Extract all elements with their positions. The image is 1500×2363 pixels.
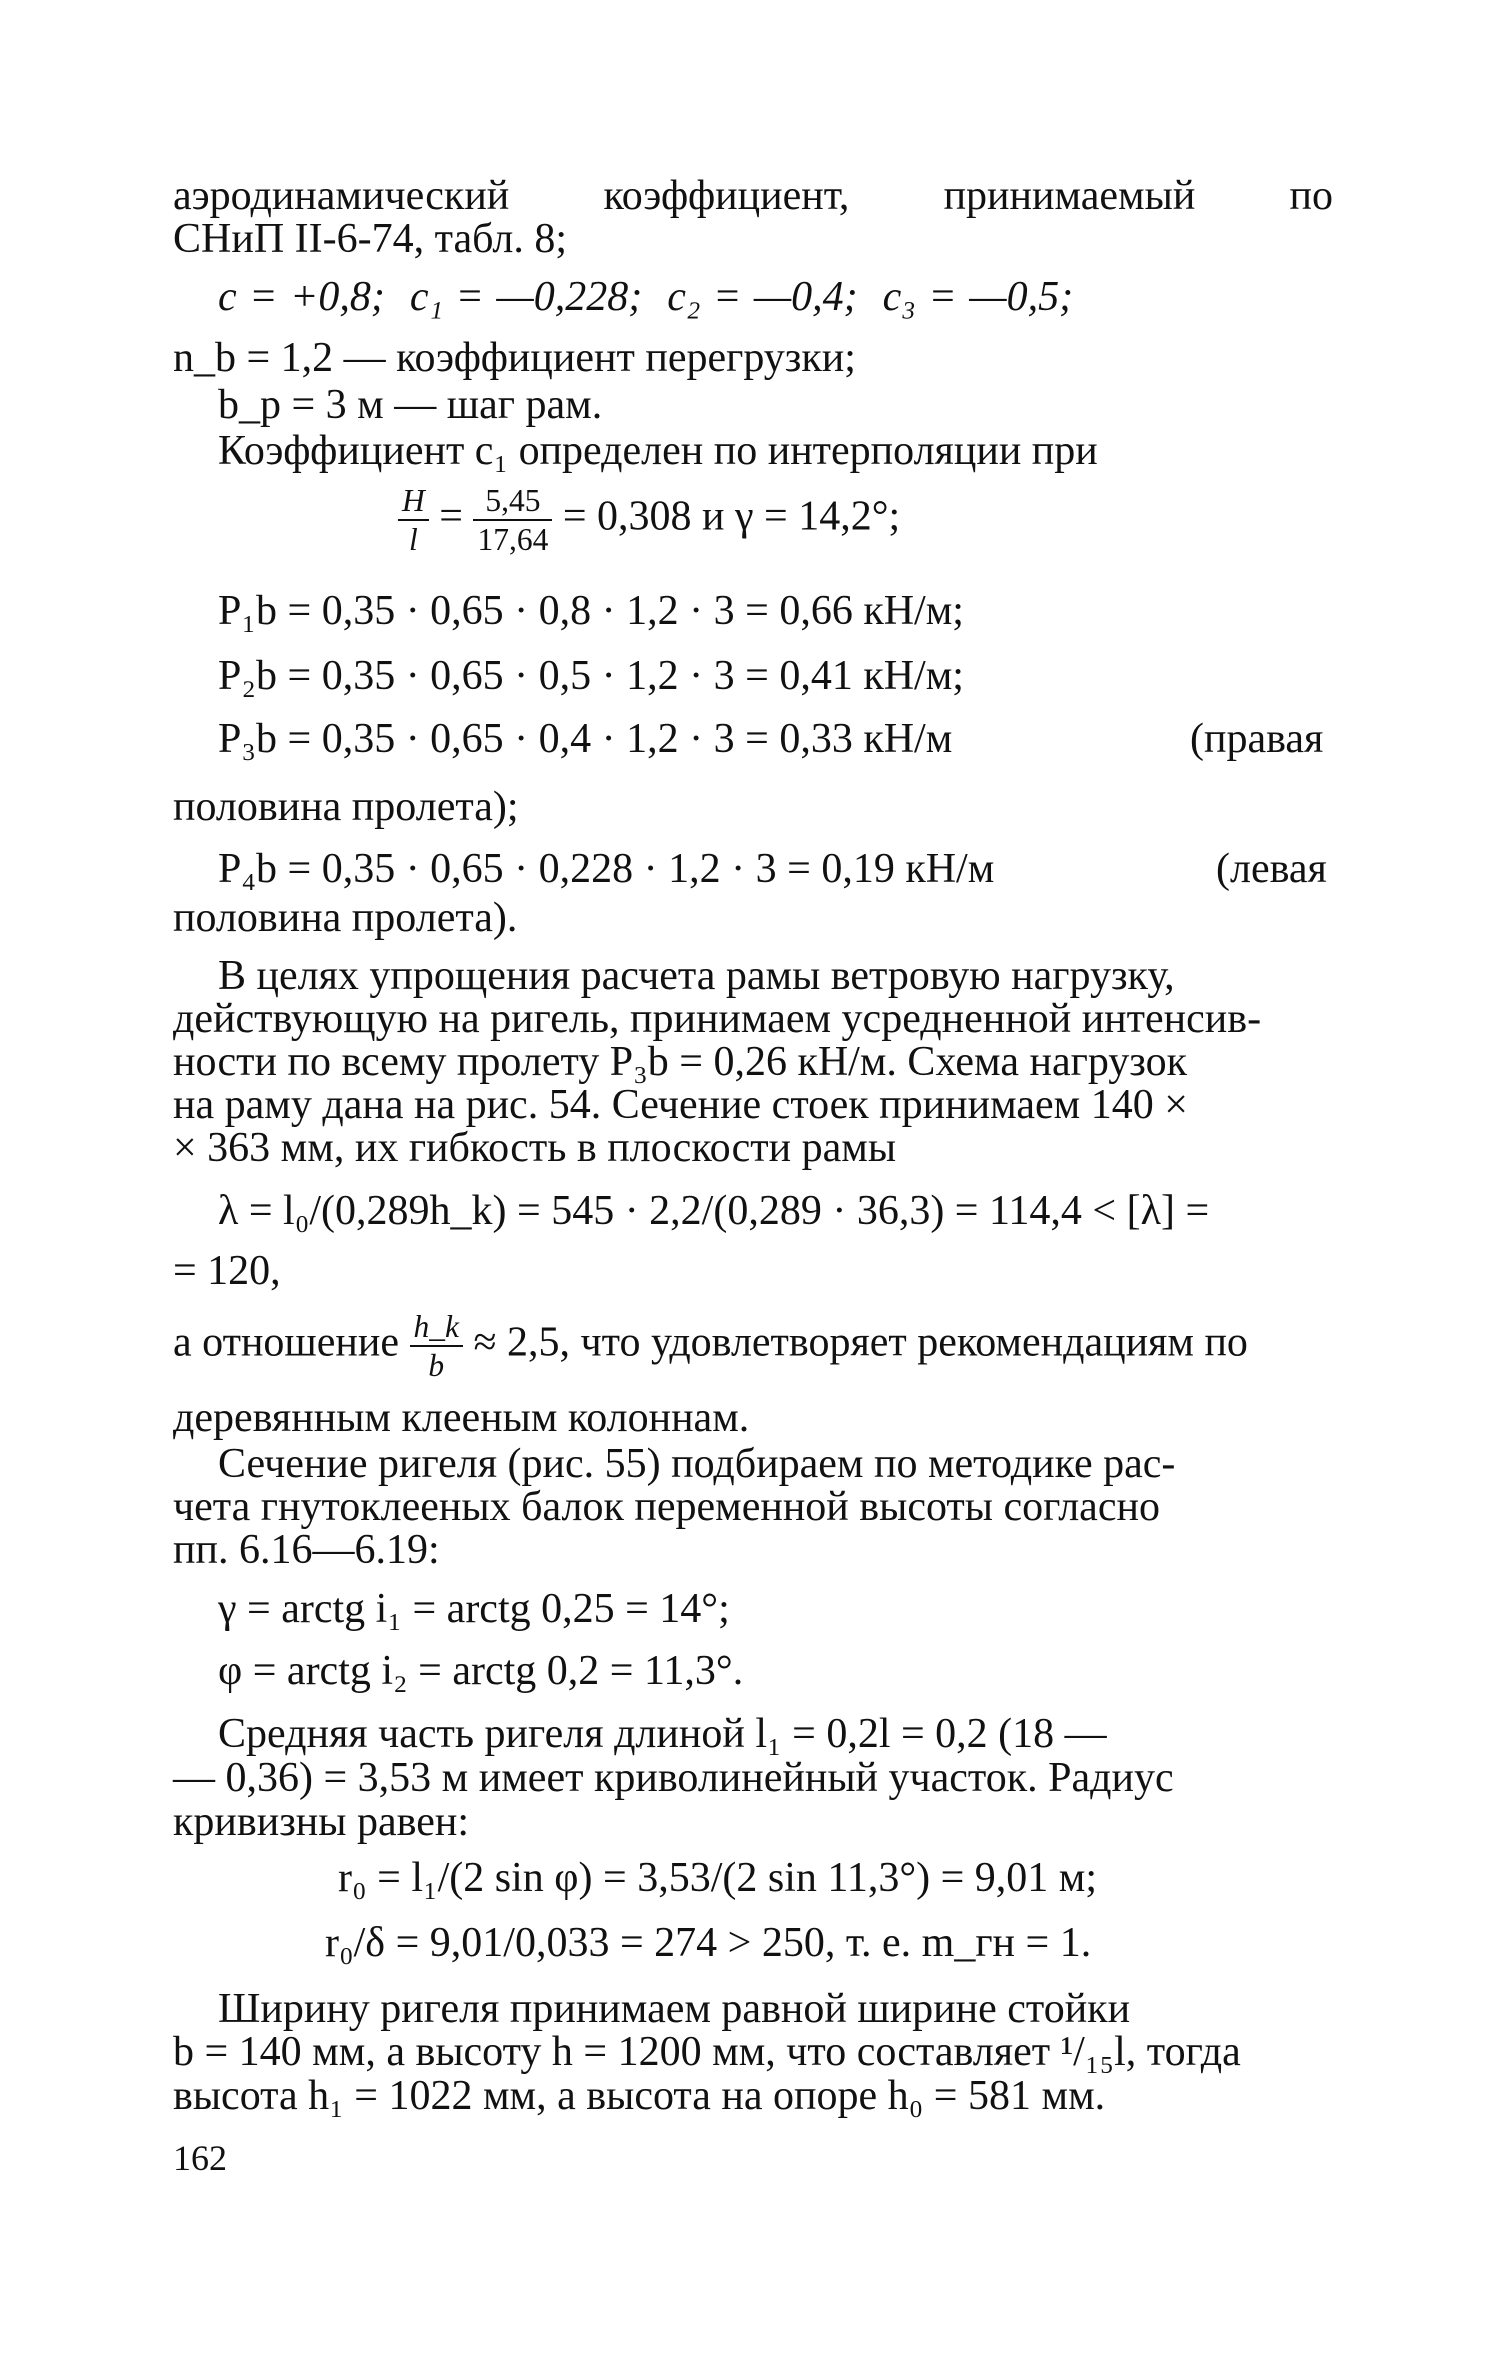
- paragraph-line: Ширину ригеля принимаем равной ширине стойки: [218, 1986, 1131, 2032]
- ratio-line: [173, 1310, 1248, 1382]
- ratio-tail: ≈ 2,5, что удовлетворяет рекомендациям по: [473, 1319, 1248, 1366]
- word: по: [1289, 173, 1333, 219]
- paragraph-line: пп. 6.16—6.19:: [173, 1527, 440, 1573]
- paragraph-line: Средняя часть ригеля длиной l₁ = 0,2l = 0,2 (18 —: [218, 1711, 1107, 1757]
- paragraph-line: чета гнутоклееных балок переменной высоты согласно: [173, 1484, 1160, 1530]
- slenderness-continuation: = 120,: [173, 1248, 281, 1294]
- page-number: 162: [173, 2138, 227, 2178]
- fraction-numerator: 5,45: [473, 484, 552, 521]
- paragraph-line: Сечение ригеля (рис. 55) подбираем по методике рас-: [218, 1441, 1176, 1487]
- formula-p4-continuation: половина пролета).: [173, 895, 518, 941]
- ratio-continuation: деревянным клееным колоннам.: [173, 1395, 750, 1441]
- coef-c2: c₂ = —0,4;: [667, 274, 858, 320]
- paragraph-line: — 0,36) = 3,53 м имеет криволинейный участок. Радиус: [173, 1755, 1174, 1801]
- interpolation-line: Коэффициент c₁ определен по интерполяции при: [218, 428, 1098, 474]
- word: коэффициент,: [603, 173, 850, 219]
- fraction-denominator: l: [408, 522, 418, 558]
- paragraph-line: ности по всему пролету P₃b = 0,26 кН/м. Схема нагрузок: [173, 1039, 1188, 1085]
- word: принимаемый: [943, 173, 1196, 219]
- paragraph-line: В целях упрощения расчета рамы ветровую нагрузку,: [218, 953, 1175, 999]
- coef-c: c = +0,8;: [218, 274, 385, 320]
- coef-c1: c₁ = —0,228;: [409, 274, 643, 320]
- radius-formula: r₀ = l₁/(2 sin φ) = 3,53/(2 sin 11,3°) = 9,01 м;: [338, 1855, 1098, 1901]
- fraction-denominator: 17,64: [477, 522, 549, 558]
- ratio-lead: а отношение: [173, 1319, 399, 1366]
- paragraph-line: действующую на ригель, принимаем усредненной интенсив-: [173, 996, 1262, 1042]
- formula-p3-note: (правая: [1190, 716, 1324, 762]
- paragraph-line: кривизны равен:: [173, 1799, 469, 1845]
- phi-formula: φ = arctg i₂ = arctg 0,2 = 11,3°.: [218, 1648, 744, 1694]
- formula-p4-note: (левая: [1216, 846, 1327, 892]
- text-line-1: [173, 175, 1333, 217]
- nb-line: n_b = 1,2 — коэффициент перегрузки;: [173, 335, 856, 381]
- ratio-formula: $\frac{H}{l}$ = $\frac{5,45}{17,64}$ = 0,308 и γ = 14,2°;: [398, 484, 900, 556]
- formula-p4: P₄b = 0,35 · 0,65 · 0,228 · 1,2 · 3 = 0,19 кН/м: [218, 846, 995, 892]
- paragraph-line: b = 140 мм, а высоту h = 1200 мм, что составляет ¹/₁₅l, тогда: [173, 2029, 1241, 2075]
- fraction-numerator: H: [398, 484, 429, 521]
- gamma-formula: γ = arctg i₁ = arctg 0,25 = 14°;: [218, 1586, 730, 1632]
- fraction-numerator: h_k: [410, 1310, 463, 1347]
- coefficients-line: [218, 276, 1073, 318]
- paragraph-line: высота h₁ = 1022 мм, а высота на опоре h₀ = 581 мм.: [173, 2073, 1106, 2119]
- coef-c3: c₃ = —0,5;: [882, 274, 1074, 320]
- slenderness-formula: λ = l₀/(0,289h_k) = 545 · 2,2/(0,289 · 36,3) = 114,4 < [λ] =: [218, 1188, 1210, 1234]
- ratio-result: = 0,308 и γ = 14,2°;: [562, 493, 901, 540]
- formula-p1: P₁b = 0,35 · 0,65 · 0,8 · 1,2 · 3 = 0,66 кН/м;: [218, 588, 964, 634]
- hk-over-b-fraction: [410, 1310, 463, 1382]
- formula-p2: P₂b = 0,35 · 0,65 · 0,5 · 1,2 · 3 = 0,41 кН/м;: [218, 653, 964, 699]
- bp-line: b_p = 3 м — шаг рам.: [218, 382, 603, 428]
- formula-p3: P₃b = 0,35 · 0,65 · 0,4 · 1,2 · 3 = 0,33 кН/м: [218, 716, 953, 762]
- formula-p3-continuation: половина пролета);: [173, 784, 519, 830]
- paragraph-line: на раму дана на рис. 54. Сечение стоек принимаем 140 ×: [173, 1082, 1188, 1128]
- paragraph-line: × 363 мм, их гибкость в плоскости рамы: [173, 1125, 897, 1171]
- ratio-value-fraction: [473, 484, 552, 556]
- text-line-2: СНиП II-6-74, табл. 8;: [173, 216, 568, 262]
- fraction-denominator: b: [428, 1348, 445, 1384]
- radius-ratio-formula: r₀/δ = 9,01/0,033 = 274 > 250, т. е. m_гн = 1.: [325, 1920, 1092, 1966]
- word: аэродинамический: [173, 173, 510, 219]
- h-over-l-fraction: [398, 484, 429, 556]
